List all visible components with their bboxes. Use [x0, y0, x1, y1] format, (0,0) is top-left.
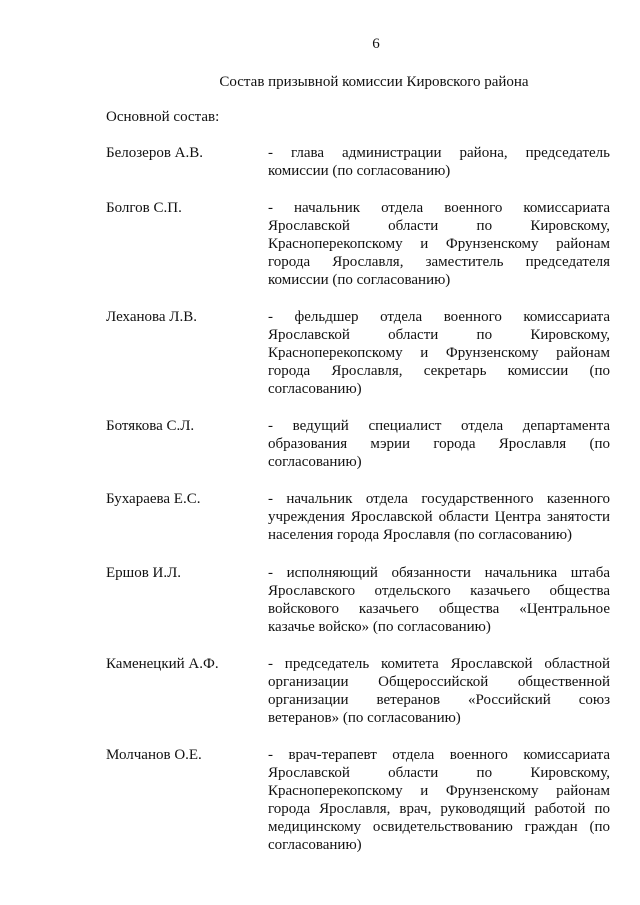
member-role: - глава администрации района, председатель комиссии (по согласованию)	[268, 145, 610, 179]
member-entry	[106, 564, 610, 636]
member-role: - председатель комитета Ярославской областной организации Общероссийской общественной организации ветеранов «Российский союз ветеранов» (по согласованию)	[268, 656, 610, 726]
member-name: Молчанов О.Е.	[106, 747, 202, 763]
member-entry	[106, 308, 610, 398]
member-name: Ботякова С.Л.	[106, 418, 195, 434]
member-name: Леханова Л.В.	[106, 309, 197, 325]
member-entry	[106, 199, 610, 289]
member-role: - врач-терапевт отдела военного комиссариата Ярославской области по Кировскому, Красноперекопскому и Фрунзенскому районам города Ярославля, врач, руководящий работой по медицинскому освидетельствованию граждан (по согласованию)	[268, 747, 610, 853]
member-name: Бухараева Е.С.	[106, 491, 201, 507]
member-name: Ершов И.Л.	[106, 565, 182, 581]
member-name: Каменецкий А.Ф.	[106, 656, 219, 672]
member-entry	[106, 417, 610, 471]
member-role: - фельдшер отдела военного комиссариата Ярославской области по Кировскому, Красноперекопскому и Фрунзенскому районам города Ярославля, секретарь комиссии (по согласованию)	[268, 309, 610, 397]
member-role: - исполняющий обязанности начальника штаба Ярославского отдельского казачьего общества войскового казачьего общества «Центральное казачье войско» (по согласованию)	[268, 565, 610, 635]
member-entry	[106, 746, 610, 854]
member-entry	[106, 490, 610, 544]
member-name: Болгов С.П.	[106, 200, 182, 216]
member-role: - начальник отдела военного комиссариата Ярославской области по Кировскому, Красноперекопскому и Фрунзенскому районам города Ярославля, заместитель председателя комиссии (по согласованию)	[268, 200, 610, 288]
page-number: 6	[372, 36, 380, 52]
document-title: Состав призывной комиссии Кировского района	[219, 74, 529, 90]
member-entry	[106, 655, 610, 727]
member-list	[106, 144, 610, 854]
member-role: - ведущий специалист отдела департамента образования мэрии города Ярославля (по согласованию)	[268, 418, 610, 470]
member-name: Белозеров А.В.	[106, 145, 204, 161]
section-subtitle: Основной состав:	[106, 109, 220, 125]
member-entry	[106, 144, 610, 180]
member-role: - начальник отдела государственного казенного учреждения Ярославской области Центра занятости населения города Ярославля (по согласованию)	[268, 491, 610, 543]
